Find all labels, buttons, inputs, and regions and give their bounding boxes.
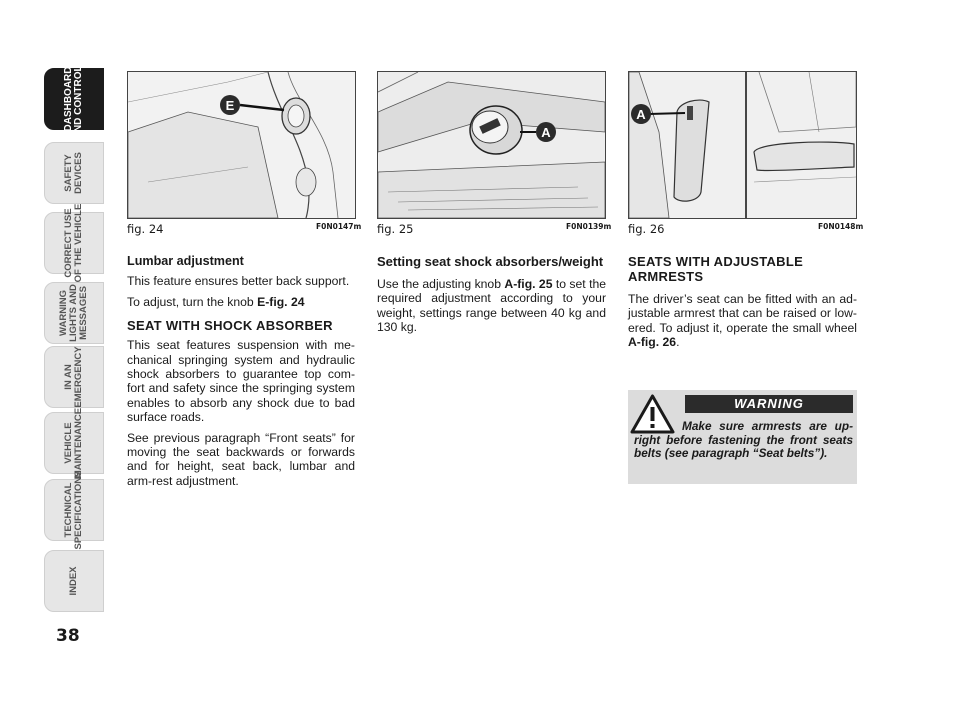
tab-technical-specifications[interactable]: [44, 470, 104, 550]
heading-seats-with-adjustable-armrests: SEATS WITH ADJUSTABLE ARMRESTS: [628, 254, 804, 284]
tab-label: VEHICLE MAINTENANCE: [63, 407, 84, 479]
tab-correct-use[interactable]: [44, 203, 104, 283]
seat-illustration-lumbar: [128, 72, 355, 218]
tab-label: INDEX: [68, 566, 79, 596]
paragraph: This feature ensures better back support.: [127, 274, 350, 289]
tab-index[interactable]: [44, 550, 104, 612]
figure-reference: A-fig. 26: [628, 335, 677, 350]
text: Use the adjusting knob: [377, 277, 505, 291]
marker-label: A: [636, 107, 646, 122]
tab-dashboard-and-controls[interactable]: [44, 58, 104, 140]
figure-reference: E-fig. 24: [257, 294, 305, 309]
text: to set the required adjustment according to your weight, settings range between 40 kg and 130 kg.: [377, 277, 607, 335]
figure-reference: A-fig. 25: [504, 277, 553, 291]
figure-26-caption: fig. 26: [628, 222, 665, 236]
marker-label: A: [541, 125, 551, 140]
text: To adjust, turn the knob: [127, 294, 258, 309]
tab-label: SAFETY DEVICES: [63, 152, 84, 194]
text: The driver’s seat can be fitted with an ad-justable armrest that can be raised or low-ered. To adjust it, operate the small wheel: [628, 292, 857, 335]
heading-setting-seat-shock: Setting seat shock absorbers/weight: [377, 254, 604, 269]
tab-label: CORRECT USE OF THE VEHICLE: [63, 203, 84, 283]
figure-25-caption: fig. 25: [377, 222, 414, 236]
figure-24-code: F0N0147m: [316, 222, 362, 231]
paragraph: [628, 292, 857, 350]
tab-safety-devices[interactable]: [44, 142, 104, 204]
heading-seat-with-shock-absorber: SEAT WITH SHOCK ABSORBER: [127, 318, 333, 334]
column-3: [628, 254, 857, 356]
column-2: [377, 254, 606, 341]
tab-in-an-emergency[interactable]: [44, 346, 104, 408]
tab-label: TECHNICAL SPECIFICATIONS: [63, 470, 84, 550]
figure-24-caption: fig. 24: [127, 222, 164, 236]
heading-lumbar-adjustment: Lumbar adjustment: [127, 254, 244, 268]
tab-label: DASHBOARD AND CONTROLS: [63, 58, 84, 140]
figure-26-armrest: [628, 71, 857, 219]
warning-text: Make sure armrests are up-right before fastening the front seats belts (see paragraph “Seat belts”).: [634, 419, 853, 461]
marker-label: E: [225, 98, 235, 113]
paragraph: See previous paragraph “Front seats” for moving the seat backwards or forwards and for height, seat back, lumbar and arm-rest adjustment.: [127, 430, 355, 488]
warning-title: WARNING: [685, 395, 853, 413]
tab-warning-lights[interactable]: [44, 282, 104, 344]
column-1: [127, 254, 355, 494]
text: .: [676, 335, 680, 350]
seat-illustration-armrest: [629, 72, 856, 218]
figure-25-code: F0N0139m: [566, 222, 612, 231]
paragraph: This seat features suspension with me-chanical springing system and hydraulic shock absorbers to guarantee top com-fort and safety since the springing system enables to absorb any shock due to bad surface roads.: [127, 338, 355, 425]
figure-24-lumbar-knob: [127, 71, 356, 219]
page-number: 38: [56, 626, 80, 646]
seat-illustration-shock: [378, 72, 605, 218]
figure-26-code: F0N0148m: [818, 222, 864, 231]
tab-label: WARNING LIGHTS AND MESSAGES: [58, 284, 89, 342]
tab-label: IN AN EMERGENCY: [63, 346, 84, 408]
tab-vehicle-maintenance[interactable]: [44, 407, 104, 479]
paragraph: [127, 295, 355, 309]
paragraph: [377, 277, 606, 335]
figure-25-shock-knob: [377, 71, 606, 219]
